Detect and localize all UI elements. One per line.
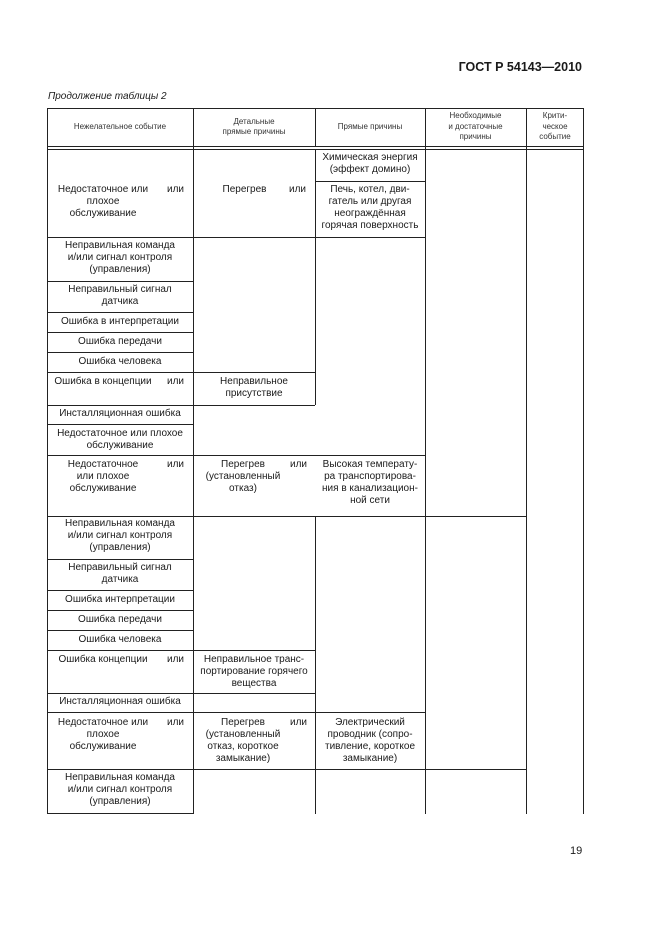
cause-hot-surface: Печь, котел, дви- гатель или другая неограждённая горячая поверхность <box>321 184 419 231</box>
event-insufficient-maintenance: Недостаточное или плохое обслуживание <box>57 184 149 219</box>
or-connector: или <box>289 184 307 195</box>
cause-wrong-presence: Неправильное присутствие <box>220 376 288 399</box>
event-wrong-command: Неправильная команда и/или сигнал контроля (управления) <box>65 772 175 807</box>
column-header-direct-causes: Прямые причины <box>337 121 403 131</box>
cause-overheating: Перегрев <box>222 184 267 195</box>
causes-table <box>47 108 584 814</box>
event-interpretation-error: Ошибка интерпретации <box>65 594 175 605</box>
event-installation-error: Инсталляционная ошибка <box>59 696 181 707</box>
cause-electric-conductor: Электрический проводник (сопро- тивление, короткое замыкание) <box>324 717 415 764</box>
event-wrong-sensor-signal: Неправильный сигнал датчика <box>68 562 172 585</box>
event-concept-error: Ошибка концепции <box>58 654 148 665</box>
or-connector: или <box>167 654 185 665</box>
or-connector: или <box>290 459 308 470</box>
or-connector: или <box>167 184 185 195</box>
column-header-undesired-event: Нежелательное событие <box>73 121 167 131</box>
cause-chemical-energy: Химическая энергия (эффект домино) <box>322 152 418 175</box>
standard-number: ГОСТ Р 54143—2010 <box>458 60 582 74</box>
event-wrong-command: Неправильная команда и/или сигнал контроля (управления) <box>65 518 175 553</box>
cause-overheating-short-circuit: Перегрев (установленный отказ, короткое замыкание) <box>205 717 281 764</box>
event-insufficient-maintenance: Недостаточное или плохое обслуживание <box>57 428 183 451</box>
or-connector: или <box>167 459 185 470</box>
event-installation-error: Инсталляционная ошибка <box>59 408 181 419</box>
or-connector: или <box>167 717 185 728</box>
table-continuation-caption: Продолжение таблицы 2 <box>48 91 167 102</box>
or-connector: или <box>167 376 185 387</box>
event-human-error: Ошибка человека <box>78 634 162 645</box>
cause-high-transport-temperature: Высокая температу- ра транспортирова- ния в канализацион- ной сети <box>322 459 418 506</box>
cause-wrong-hot-substance-transport: Неправильное транс- портирование горячего вещества <box>200 654 308 689</box>
event-interpretation-error: Ошибка в интерпретации <box>61 316 179 327</box>
or-connector: или <box>290 717 308 728</box>
column-header-necessary-sufficient-causes: Необходимые и достаточные причины <box>448 111 503 142</box>
event-insufficient-maintenance: Недостаточное или плохое обслуживание <box>67 459 139 494</box>
event-wrong-command: Неправильная команда и/или сигнал контроля (управления) <box>65 240 175 275</box>
page-number: 19 <box>570 845 583 857</box>
event-insufficient-maintenance: Недостаточное или плохое обслуживание <box>57 717 149 752</box>
column-header-detailed-direct-causes: Детальные прямые причины <box>222 116 286 136</box>
event-transmission-error: Ошибка передачи <box>78 614 162 625</box>
event-concept-error: Ошибка в концепции <box>54 376 152 387</box>
column-header-critical-event: Крити- ческое событие <box>539 111 571 142</box>
cause-overheating-failure: Перегрев (установленный отказ) <box>205 459 281 494</box>
event-transmission-error: Ошибка передачи <box>78 336 162 347</box>
event-human-error: Ошибка человека <box>78 356 162 367</box>
event-wrong-sensor-signal: Неправильный сигнал датчика <box>68 284 172 307</box>
